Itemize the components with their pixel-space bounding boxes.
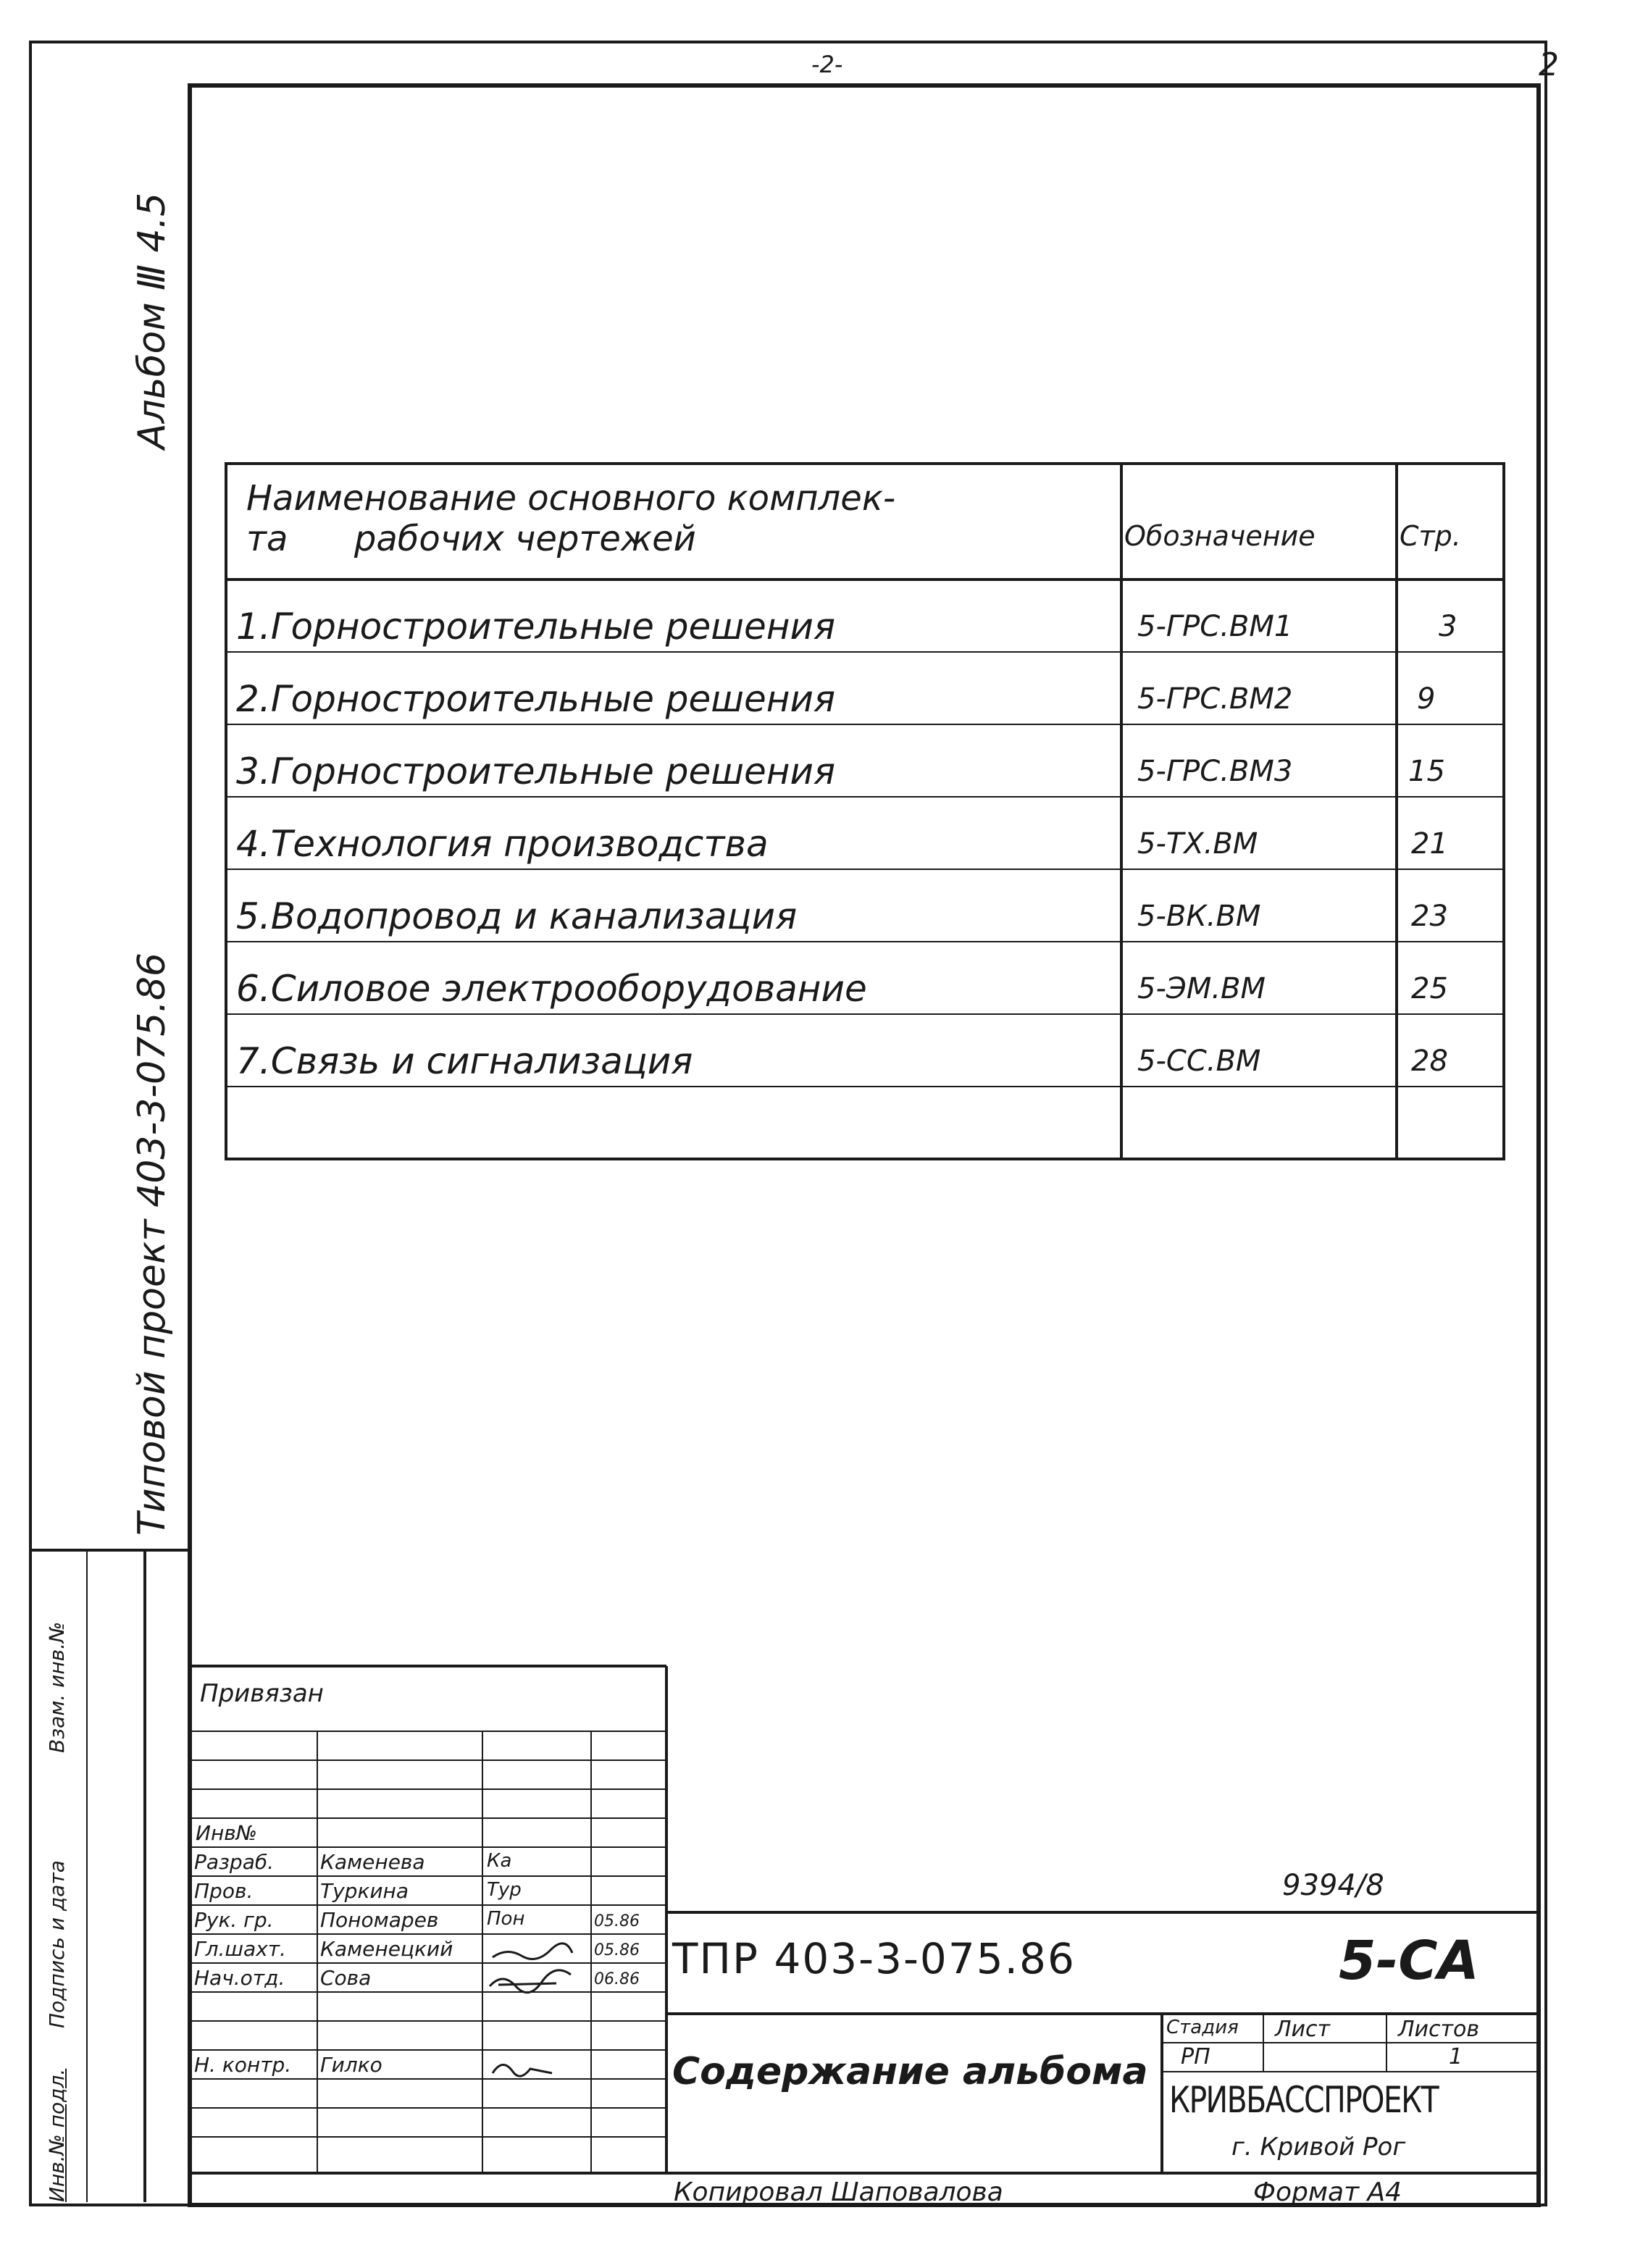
name-4: Каменецкий [320, 1937, 453, 1961]
role-1: Разраб. [194, 1850, 275, 1874]
table-header-page: Стр. [1400, 520, 1461, 552]
document-title: Содержание альбома [672, 2050, 1148, 2093]
role-5: Нач.отд. [194, 1966, 285, 1990]
table-header-designation: Обозначение [1124, 520, 1316, 552]
date-3: 05.86 [594, 1912, 640, 1930]
table-header-name: Наименование основного комплек- та рабочих чертежей [246, 478, 896, 559]
side-stamp-signature-date: Подпись и дата [45, 1860, 69, 2028]
row-1-page: 3 [1439, 610, 1457, 643]
row-1-designation: 5-ГРС.ВМ1 [1137, 610, 1293, 643]
row-2-designation: 5-ГРС.ВМ2 [1137, 682, 1293, 716]
copied-by: Копировал Шаповалова [674, 2177, 1003, 2207]
organization-city: г. Кривой Рог [1231, 2133, 1406, 2162]
row-4-designation: 5-ТХ.ВМ [1137, 827, 1258, 861]
organization-name: КРИВБАССПРОЕКТ [1169, 2079, 1438, 2121]
corner-page-number: 2 [1539, 46, 1559, 83]
row-6-designation: 5-ЭМ.ВМ [1137, 972, 1266, 1005]
album-label-text: Альбом [130, 302, 174, 449]
role-2: Пров. [194, 1879, 254, 1903]
row-4-name: 4.Технология производства [236, 823, 769, 865]
name-1: Каменева [320, 1850, 425, 1874]
side-stamp-inv-podl: Инв.№ подл. [45, 2068, 69, 2202]
role-3: Рук. гр. [194, 1908, 274, 1932]
row-7-name: 7.Связь и сигнализация [236, 1040, 693, 1082]
sheet-code: 5-СА [1339, 1930, 1479, 1992]
sign-3: Пон [487, 1908, 525, 1930]
row-5-page: 23 [1411, 900, 1448, 933]
role-7: Н. контр. [194, 2053, 292, 2077]
role-4: Гл.шахт. [194, 1937, 286, 1961]
row-5-name: 5.Водопровод и канализация [236, 895, 798, 937]
name-5: Сова [320, 1966, 372, 1990]
date-4: 05.86 [594, 1941, 640, 1959]
signature-sova [490, 1970, 571, 1993]
row-5-designation: 5-ВК.ВМ [1137, 900, 1261, 933]
sign-2: Тур [487, 1879, 522, 1901]
row-3-name: 3.Горностроительные решения [236, 750, 836, 792]
name-3: Пономарев [320, 1908, 439, 1932]
name-7: Гилко [320, 2053, 382, 2077]
stage-value: РП [1181, 2044, 1210, 2070]
row-7-designation: 5-СС.ВМ [1137, 1045, 1261, 1078]
sign-1: Ка [487, 1850, 512, 1872]
side-stamp-replaced-inv: Взам. инв.№ [45, 1621, 69, 1753]
row-3-designation: 5-ГРС.ВМ3 [1137, 755, 1293, 788]
row-2-page: 9 [1417, 682, 1436, 716]
date-5: 06.86 [594, 1970, 640, 1988]
inv-no-label: Инв№ [196, 1821, 257, 1845]
row-7-page: 28 [1411, 1045, 1448, 1078]
row-6-page: 25 [1411, 972, 1448, 1005]
project-label: Типовой проект 403-3-075.86 [130, 952, 174, 1536]
sheet-header: Лист [1275, 2017, 1331, 2042]
name-2: Туркина [320, 1879, 409, 1903]
sheet-format: Формат А4 [1253, 2177, 1402, 2207]
order-number: 9394/8 [1282, 1869, 1384, 1902]
row-2-name: 2.Горностроительные решения [236, 678, 836, 720]
top-page-number: -2- [811, 51, 843, 78]
row-1-name: 1.Горностроительные решения [236, 606, 836, 648]
sheets-header: Листов [1398, 2017, 1480, 2042]
row-3-page: 15 [1408, 755, 1445, 788]
album-number: Ⅲ 4.5 [130, 192, 174, 290]
stage-header: Стадия [1166, 2017, 1239, 2038]
signature-kamenetsky [493, 1943, 572, 1959]
row-6-name: 6.Силовое электрооборудование [236, 968, 867, 1010]
sheets-value: 1 [1449, 2044, 1463, 2070]
privyazan-label: Привязан [200, 1679, 324, 1708]
document-code: ТПР 403-3-075.86 [672, 1934, 1076, 1983]
row-4-page: 21 [1411, 827, 1448, 861]
signature-gilko [493, 2064, 552, 2076]
